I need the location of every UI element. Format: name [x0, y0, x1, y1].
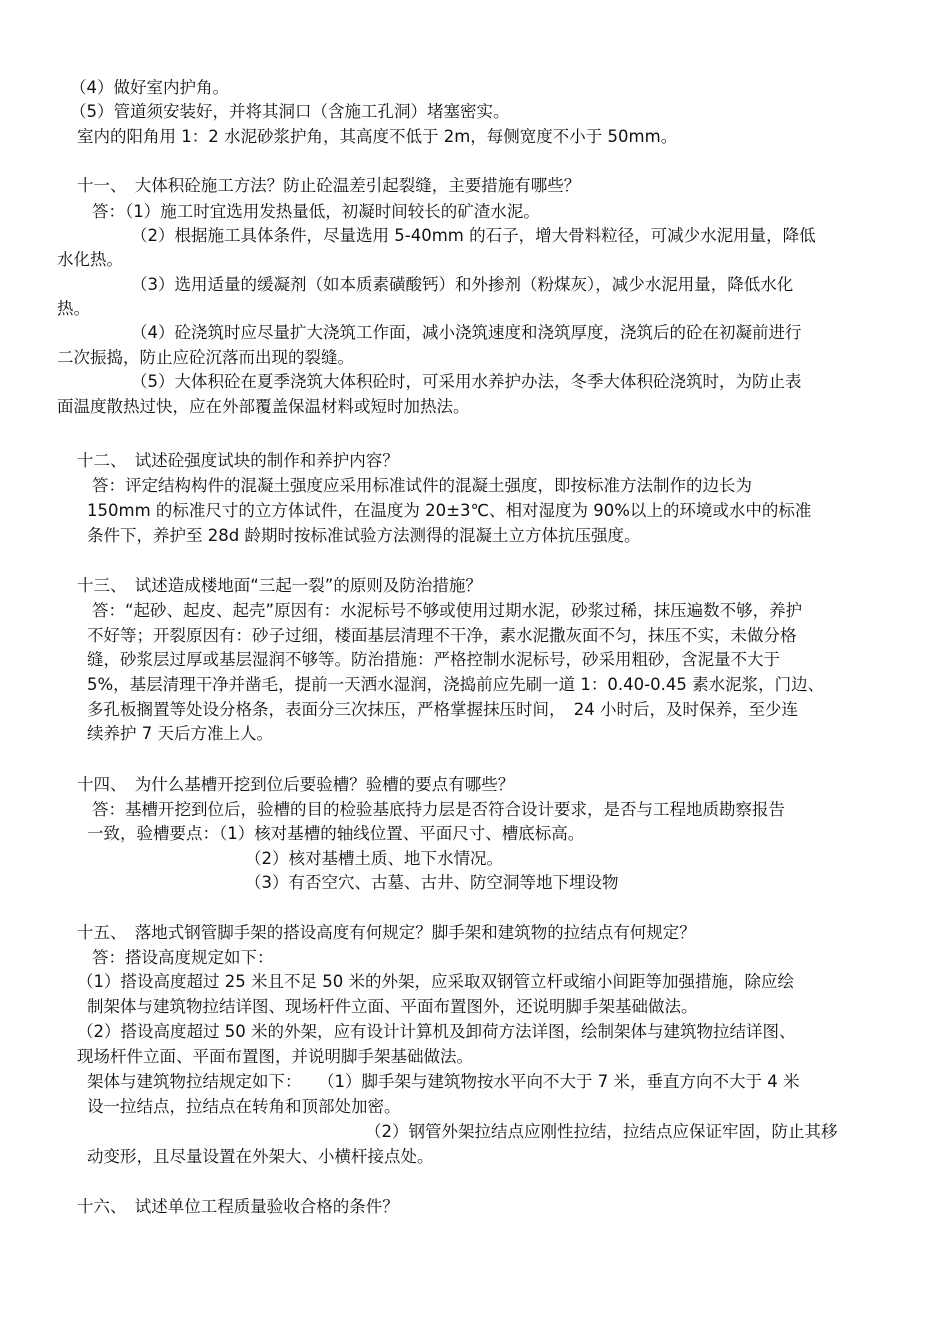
text-line: 缝，砂浆层过厚或基层湿润不够等。防治措施：严格控制水泥标号，砂采用粗砂，含泥量不大于	[87, 650, 780, 669]
section-heading: 十一、 大体积砼施工方法？防止砼温差引起裂缝，主要措施有哪些？	[77, 176, 581, 195]
text-line: 5%，基层清理干净并凿毛，提前一天洒水湿润，浇捣前应先刷一道 1：0.40-0.45 素水泥浆，门边、	[87, 675, 825, 694]
section-heading: 十二、 试述砼强度试块的制作和养护内容？	[77, 451, 399, 470]
section-heading: 十三、 试述造成楼地面“三起一裂”的原则及防治措施？	[77, 576, 482, 595]
text-line: 不好等；开裂原因有：砂子过细，楼面基层清理不干净，素水泥撒灰面不匀，抹压不实，未做分格	[87, 626, 797, 645]
text-line: 150mm 的标准尺寸的立方体试件，在温度为 20±3℃、相对湿度为 90%以上的环境或水中的标准	[87, 501, 812, 520]
text-line: 续养护 7 天后方准上人。	[87, 724, 273, 743]
text-line: （2）核对基槽土质、地下水情况。	[245, 849, 503, 868]
text-line: 答：评定结构构件的混凝土强度应采用标准试件的混凝土强度，即按标准方法制作的边长为	[92, 476, 752, 495]
text-line: 设一拉结点，拉结点在转角和顶部处加密。	[87, 1097, 401, 1116]
text-line: 水化热。	[57, 250, 123, 269]
section-heading: 十五、 落地式钢管脚手架的搭设高度有何规定？脚手架和建筑物的拉结点有何规定？	[77, 923, 696, 942]
text-line: （4）砼浇筑时应尽量扩大浇筑工作面，减小浇筑速度和浇筑厚度，浇筑后的砼在初凝前进行	[131, 323, 802, 342]
text-line: 一致，验槽要点：（1）核对基槽的轴线位置、平面尺寸、槽底标高。	[87, 824, 585, 843]
text-line: 条件下，养护至 28d 龄期时按标准试验方法测得的混凝土立方体抗压强度。	[87, 526, 641, 545]
text-line: （2）搭设高度超过 50 米的外架，应有设计计算机及卸荷方法详图，绘制架体与建筑物拉结详图、	[77, 1022, 796, 1041]
text-line: 架体与建筑物拉结规定如下： （1）脚手架与建筑物按水平向不大于 7 米，垂直方向不大于 4 米	[87, 1072, 800, 1091]
text-line: 答：搭设高度规定如下：	[92, 948, 274, 967]
text-line: 二次振捣，防止应砼沉落而出现的裂缝。	[57, 348, 354, 367]
text-line: 现场杆件立面、平面布置图，并说明脚手架基础做法。	[77, 1047, 473, 1066]
text-line: 热。	[57, 299, 90, 318]
text-line: （2）根据施工具体条件，尽量选用 5-40mm 的石子，增大骨料粒径，可减少水泥用量，降低	[131, 226, 816, 245]
text-line: （4）做好室内护角。	[70, 78, 229, 97]
text-line: 面温度散热过快，应在外部覆盖保温材料或短时加热法。	[57, 397, 470, 416]
text-line: （5）大体积砼在夏季浇筑大体积砼时，可采用水养护办法，冬季大体积砼浇筑时，为防止表	[131, 372, 802, 391]
section-heading: 十六、 试述单位工程质量验收合格的条件？	[77, 1197, 399, 1216]
text-line: （2）钢管外架拉结点应刚性拉结，拉结点应保证牢固，防止其移	[365, 1122, 838, 1141]
text-line: （3）有否空穴、古墓、古井、防空洞等地下埋设物	[245, 873, 619, 892]
text-line: （1）搭设高度超过 25 米且不足 50 米的外架，应采取双钢管立杆或缩小间距等加强措施，除应绘	[77, 972, 794, 991]
text-line: 答：“起砂、起皮、起壳”原因有：水泥标号不够或使用过期水泥，砂浆过稀，抹压遍数不够，养护	[92, 601, 803, 620]
text-line: （5）管道须安装好，并将其洞口（含施工孔洞）堵塞密实。	[70, 102, 510, 121]
text-line: 制架体与建筑物拉结详图、现场杆件立面、平面布置图外，还说明脚手架基础做法。	[87, 997, 698, 1016]
text-line: 室内的阳角用 1：2 水泥砂浆护角，其高度不低于 2m，每侧宽度不小于 50mm。	[77, 127, 678, 146]
text-line: 多孔板搁置等处设分格条，表面分三次抹压，严格掌握抹压时间， 24 小时后，及时保养，至少连	[87, 700, 798, 719]
text-line: 动变形，且尽量设置在外架大、小横杆接点处。	[87, 1147, 434, 1166]
text-line: （3）选用适量的缓凝剂（如本质素磺酸钙）和外掺剂（粉煤灰），减少水泥用量，降低水化	[131, 275, 794, 294]
section-heading: 十四、 为什么基槽开挖到位后要验槽？验槽的要点有哪些？	[77, 775, 515, 794]
text-line: 答：基槽开挖到位后，验槽的目的检验基底持力层是否符合设计要求，是否与工程地质勘察报告	[92, 800, 785, 819]
text-line: 答：（1）施工时宜选用发热量低，初凝时间较长的矿渣水泥。	[92, 202, 540, 221]
